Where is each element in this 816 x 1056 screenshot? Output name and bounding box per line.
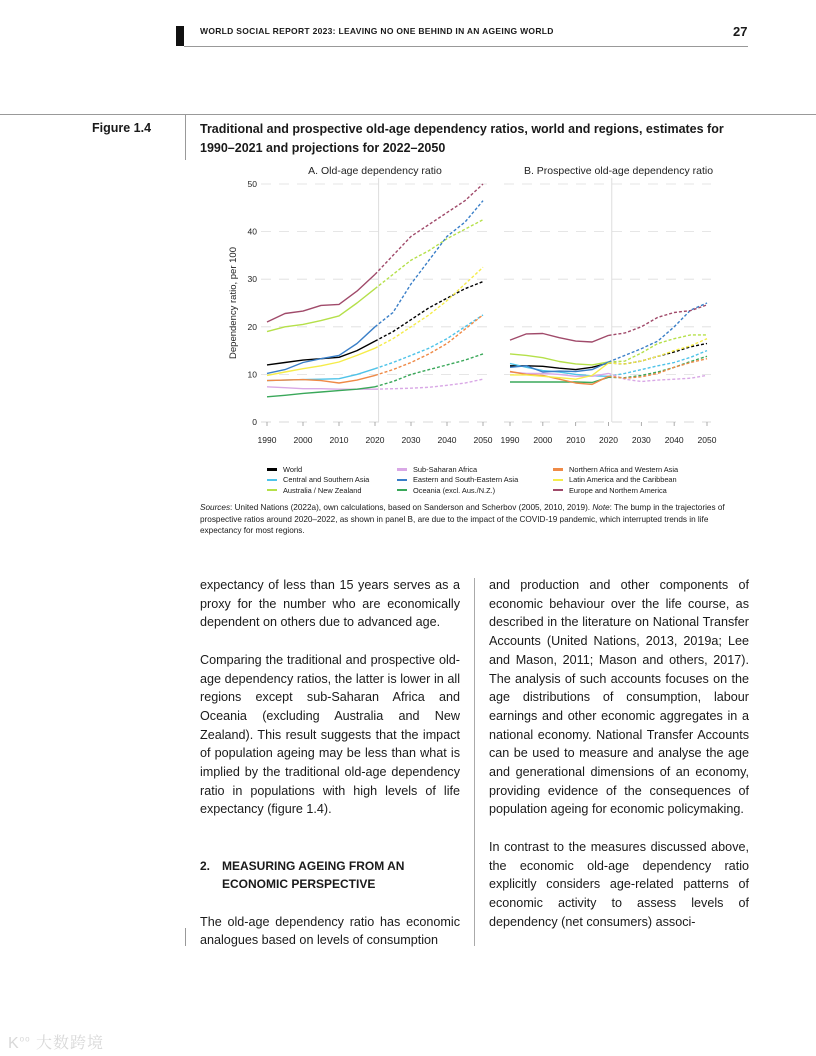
paragraph: expectancy of less than 15 years serves as a proxy for the number who are economically dependent on others due to advanced age. <box>200 578 460 630</box>
legend-swatch <box>267 468 277 471</box>
legend-label: World <box>283 465 303 474</box>
legend-item <box>397 486 495 495</box>
sources-text: : United Nations (2022a), own calculations, based on Sanderson and Scherbov (2005, 2010, 2019). <box>230 503 593 512</box>
section-number: 2. <box>200 858 211 873</box>
y-tick-label: 30 <box>247 274 257 285</box>
legend-swatch <box>267 479 277 482</box>
legend-swatch <box>267 489 277 492</box>
series-line-central-and-southern-asia-projection <box>609 351 708 377</box>
page-number: 27 <box>733 24 748 39</box>
y-tick-label: 20 <box>247 321 257 332</box>
series-line-northern-africa-and-western-asia-projection <box>375 315 483 376</box>
x-tick-label: 2000 <box>293 435 313 445</box>
legend-swatch <box>397 489 407 492</box>
paragraph: Comparing the traditional and prospective old-age dependency ratios, the latter is lower in all regions except sub-Saharan Africa and Oceania (excluding Australia and New Zealand). This result suggests that the impact of population ageing may be less than what is implied by the traditional old-age dependency ratio in populations with high levels of life expectancy (figure 1.4). <box>200 652 460 817</box>
x-tick-label: 2020 <box>599 435 618 445</box>
header-bar <box>176 26 184 46</box>
legend-label: Central and Southern Asia <box>283 475 370 485</box>
section-heading-text: MEASURING AGEING FROM AN ECONOMIC PERSPECTIVE <box>222 858 405 892</box>
x-tick-label: 2040 <box>664 435 684 445</box>
figure-rule <box>0 114 816 115</box>
legend-label: Australia / New Zealand <box>283 485 362 495</box>
legend-label: Oceania (excl. Aus./N.Z.) <box>413 485 496 495</box>
series-line-northern-africa-and-western-asia-projection <box>609 359 708 379</box>
column-divider <box>474 578 475 946</box>
legend-item <box>553 475 677 484</box>
legend-swatch <box>397 468 407 471</box>
x-tick-label: 1990 <box>257 435 277 445</box>
x-tick-label: 2020 <box>365 435 385 445</box>
legend-label: Latin America and the Caribbean <box>569 475 677 485</box>
y-tick-label: 10 <box>247 369 257 380</box>
legend-label: Sub-Saharan Africa <box>413 465 478 474</box>
legend-item <box>267 486 361 495</box>
legend-label: Eastern and South-Eastern Asia <box>413 475 519 485</box>
legend-swatch <box>553 479 563 482</box>
legend-label: Northern Africa and Western Asia <box>569 465 679 474</box>
figure-sources <box>200 502 750 537</box>
legend-swatch <box>553 489 563 492</box>
series-line-world-projection <box>375 282 483 342</box>
margin-rule <box>185 928 186 946</box>
series-line-latin-america-and-the-caribbean-estimate <box>267 348 375 375</box>
x-tick-label: 2000 <box>533 435 553 445</box>
series-line-australia-new-zealand-estimate <box>267 289 375 332</box>
watermark-logo: $K^{oo}$ 大数跨境 <box>8 1034 105 1052</box>
series-line-latin-america-and-the-caribbean-projection <box>609 339 708 364</box>
y-tick-label: 40 <box>247 226 257 237</box>
series-line-europe-and-northern-america-estimate <box>267 274 375 322</box>
legend-item <box>397 475 518 484</box>
x-tick-label: 1990 <box>500 435 520 445</box>
y-axis-label: Dependency ratio, per 100 <box>228 247 239 359</box>
x-tick-label: 2010 <box>566 435 586 445</box>
section-heading <box>200 857 460 894</box>
figure-label: Figure 1.4 <box>92 121 152 135</box>
series-line-central-and-southern-asia-projection <box>375 315 483 369</box>
legend-item <box>553 486 667 495</box>
body-column-left <box>200 576 460 969</box>
series-line-australia-new-zealand-projection <box>375 220 483 289</box>
figure-divider <box>185 115 186 160</box>
paragraph: In contrast to the measures discussed above, the economic old-age dependency ratio explicitly considers age-related patterns of economic activity to assess levels of dependency (net consumers) associ- <box>489 839 749 929</box>
x-tick-label: 2030 <box>401 435 421 445</box>
x-tick-label: 2010 <box>329 435 349 445</box>
x-tick-label: 2050 <box>473 435 493 445</box>
figure-title: Traditional and prospective old-age dependency ratios, world and regions, estimates for 1990–2021 and projections for 2022–2050 <box>200 122 724 155</box>
legend-label: Europe and Northern America <box>569 485 667 495</box>
body-column-right <box>489 576 749 950</box>
dependency-ratio-chart <box>220 160 730 455</box>
panel-title: A. Old-age dependency ratio <box>308 165 442 177</box>
note-text: : The bump in the trajectories of prospective ratios around 2020–2022, as shown in panel B, are due to the impact of the COVID-19 pandemic, which interrupted trends in life expectancy for most regions. <box>200 503 725 535</box>
x-tick-label: 2050 <box>697 435 717 445</box>
series-line-europe-and-northern-america-estimate <box>510 334 609 343</box>
series-line-eastern-and-south-eastern-asia-projection <box>609 303 708 362</box>
legend-item <box>397 465 477 474</box>
legend-swatch <box>553 468 563 471</box>
legend-swatch <box>397 479 407 482</box>
paragraph: The old-age dependency ratio has economic analogues based on levels of consumption <box>200 914 460 948</box>
running-header: WORLD SOCIAL REPORT 2023: LEAVING NO ONE BEHIND IN AN AGEING WORLD <box>200 26 554 36</box>
series-line-australia-new-zealand-projection <box>609 335 708 362</box>
sources-label: Sources <box>200 503 231 512</box>
series-line-world-estimate <box>267 341 375 365</box>
paragraph: and production and other components of economic behaviour over the life course, as described in the literature on National Transfer Accounts (United Nations, 2013, 2019a; Lee and Mason, 2011; Mason and others, 2017). The analysis of such accounts focuses on the age distributions of consumption, labour earnings and other economic aggregates in a national economy. National Transfer Accounts can be used to measure and analyse the age and generational dimensions of an economy, providing evidence of the consequences of population ageing for economic policymaking. <box>489 578 749 817</box>
legend-item <box>553 465 678 474</box>
panel-title: B. Prospective old-age dependency ratio <box>523 165 714 177</box>
legend-item <box>267 465 302 474</box>
y-tick-label: 0 <box>252 417 257 427</box>
x-tick-label: 2040 <box>437 435 457 445</box>
note-label: Note <box>592 503 610 512</box>
y-tick-label: 50 <box>247 179 257 189</box>
series-line-sub-saharan-africa-projection <box>375 379 483 389</box>
x-tick-label: 2030 <box>631 435 651 445</box>
legend-item <box>267 475 369 484</box>
header-rule <box>184 46 748 47</box>
series-line-australia-new-zealand-estimate <box>510 354 609 365</box>
series-line-eastern-and-south-eastern-asia-projection <box>375 201 483 327</box>
